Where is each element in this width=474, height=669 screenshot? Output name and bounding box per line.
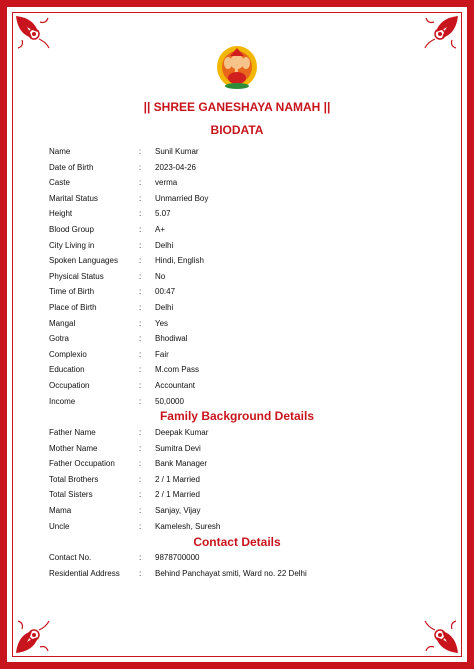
separator: : xyxy=(139,443,142,453)
separator: : xyxy=(139,349,142,359)
floral-corner-icon xyxy=(422,14,460,52)
detail-row xyxy=(0,488,474,502)
detail-row xyxy=(0,161,474,175)
detail-label: Father Occupation xyxy=(49,459,115,469)
detail-label: City Living in xyxy=(49,240,95,250)
detail-value: Delhi xyxy=(155,240,174,250)
separator: : xyxy=(139,428,142,437)
detail-value: 5.07 xyxy=(155,209,171,219)
detail-value: Hindi, English xyxy=(155,256,204,266)
detail-row xyxy=(0,567,474,581)
detail-row xyxy=(0,457,474,471)
detail-row xyxy=(0,551,474,565)
detail-row xyxy=(0,332,474,346)
detail-row xyxy=(0,301,474,315)
separator: : xyxy=(139,506,142,515)
detail-row xyxy=(0,504,474,518)
detail-label: Occupation xyxy=(49,381,90,390)
detail-value: Accountant xyxy=(155,381,196,390)
separator: : xyxy=(139,209,142,219)
detail-label: Mama xyxy=(49,506,72,515)
separator: : xyxy=(139,271,142,281)
detail-label: Father Name xyxy=(49,428,96,437)
detail-label: Caste xyxy=(49,178,70,188)
separator: : xyxy=(139,178,142,188)
detail-label: Physical Status xyxy=(49,271,104,281)
detail-value: Bank Manager xyxy=(155,459,208,469)
detail-label: Place of Birth xyxy=(49,303,97,312)
detail-label: Mangal xyxy=(49,318,76,328)
separator: : xyxy=(139,553,142,562)
detail-value: Deepak Kumar xyxy=(155,428,209,437)
detail-value: Yes xyxy=(155,318,169,328)
separator: : xyxy=(139,334,142,344)
detail-value: 00:47 xyxy=(155,287,176,297)
detail-value: M.com Pass xyxy=(155,365,200,375)
detail-row xyxy=(0,520,474,534)
detail-label: Height xyxy=(49,209,73,219)
detail-row xyxy=(0,239,474,253)
detail-label: Marital Status xyxy=(49,193,98,203)
detail-label: Total Sisters xyxy=(49,490,93,500)
detail-label: Complexio xyxy=(49,349,87,359)
detail-label: Blood Group xyxy=(49,225,94,234)
detail-label: Contact No. xyxy=(49,553,92,562)
detail-row xyxy=(0,473,474,487)
separator: : xyxy=(139,193,142,203)
detail-value: Bhodiwal xyxy=(155,334,188,344)
detail-label: Education xyxy=(49,365,85,375)
separator: : xyxy=(139,521,142,531)
detail-value: Delhi xyxy=(155,303,174,312)
detail-value: 50,0000 xyxy=(155,396,184,406)
detail-value: verma xyxy=(155,178,178,188)
detail-value: Unmarried Boy xyxy=(155,193,209,203)
separator: : xyxy=(139,147,142,156)
separator: : xyxy=(139,381,142,390)
separator: : xyxy=(139,318,142,328)
detail-row xyxy=(0,192,474,206)
detail-row xyxy=(0,395,474,409)
detail-row xyxy=(0,442,474,456)
separator: : xyxy=(139,365,142,375)
separator: : xyxy=(139,287,142,297)
detail-label: Date of Birth xyxy=(49,162,94,172)
page-title: BIODATA xyxy=(210,123,264,137)
detail-label: Residential Address xyxy=(49,568,120,578)
detail-label: Spoken Languages xyxy=(49,256,118,266)
separator: : xyxy=(139,256,142,266)
separator: : xyxy=(139,490,142,500)
separator: : xyxy=(139,303,142,312)
detail-value: 2023-04-26 xyxy=(155,162,196,172)
detail-label: Income xyxy=(49,396,76,406)
detail-row xyxy=(0,363,474,377)
floral-corner-icon xyxy=(14,14,52,52)
detail-row xyxy=(0,270,474,284)
detail-row xyxy=(0,379,474,393)
detail-row xyxy=(0,223,474,237)
detail-value: Behind Panchayat smiti, Ward no. 22 Delhi xyxy=(155,568,307,578)
detail-value: No xyxy=(155,271,166,281)
detail-label: Uncle xyxy=(49,521,70,531)
detail-row xyxy=(0,348,474,362)
detail-value: 2 / 1 Married xyxy=(155,490,200,500)
separator: : xyxy=(139,240,142,250)
detail-row xyxy=(0,285,474,299)
detail-label: Name xyxy=(49,147,71,156)
floral-corner-icon xyxy=(422,617,460,655)
separator: : xyxy=(139,568,142,578)
detail-label: Gotra xyxy=(49,334,70,344)
floral-corner-icon xyxy=(14,617,52,655)
detail-row xyxy=(0,317,474,331)
detail-value: A+ xyxy=(155,225,166,234)
family-section-title: Family Background Details xyxy=(159,409,315,423)
detail-value: Sunil Kumar xyxy=(155,147,199,156)
detail-row xyxy=(0,176,474,190)
detail-value: Kamelesh, Suresh xyxy=(155,521,221,531)
contact-section-title: Contact Details xyxy=(193,535,281,549)
separator: : xyxy=(139,162,142,172)
separator: : xyxy=(139,459,142,469)
detail-row xyxy=(0,254,474,268)
invocation-heading: || SHREE GANESHAYA NAMAH || xyxy=(143,100,331,114)
detail-label: Total Brothers xyxy=(49,474,99,484)
detail-row xyxy=(0,207,474,221)
detail-value: 9878700000 xyxy=(155,553,200,562)
separator: : xyxy=(139,225,142,234)
detail-row xyxy=(0,145,474,159)
separator: : xyxy=(139,474,142,484)
detail-value: Fair xyxy=(155,349,169,359)
detail-row xyxy=(0,426,474,440)
detail-label: Time of Birth xyxy=(49,287,95,297)
detail-value: Sanjay, Vijay xyxy=(155,506,201,515)
detail-value: Sumitra Devi xyxy=(155,443,201,453)
separator: : xyxy=(139,396,142,406)
detail-value: 2 / 1 Married xyxy=(155,474,200,484)
detail-label: Mother Name xyxy=(49,443,98,453)
ganesha-icon xyxy=(215,44,259,90)
